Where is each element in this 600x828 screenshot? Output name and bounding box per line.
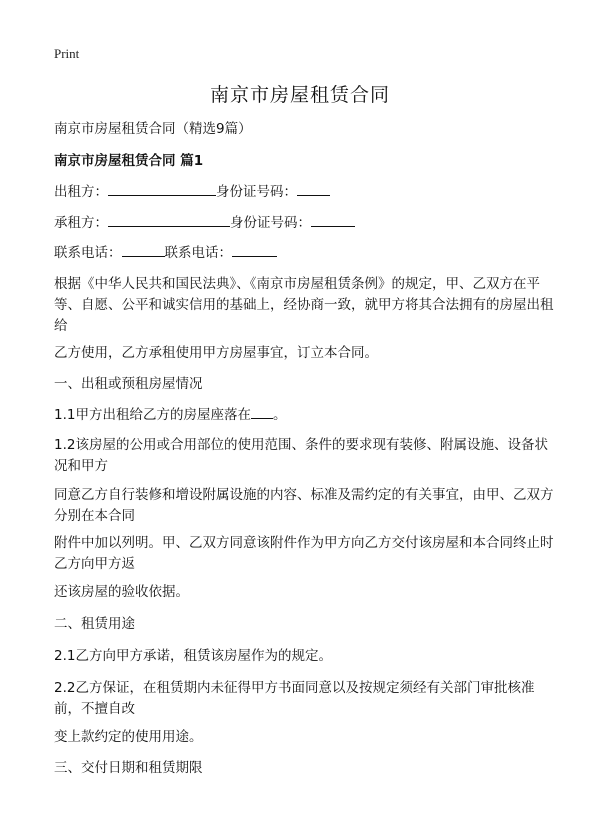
lessor-id-blank xyxy=(297,182,330,196)
section-heading-property: 一、出租或预租房屋情况 xyxy=(54,376,203,392)
lessee-line xyxy=(54,213,554,234)
paragraph-decoration: 同意乙方自行装修和增设附属设施的内容、标准及需约定的有关事宜，由甲、乙双方分别在本合同 xyxy=(54,487,554,524)
section-heading-term: 三、交付日期和租赁期限 xyxy=(54,760,203,776)
lessee-id-label: 身份证号码： xyxy=(230,215,311,231)
phone-label-1: 联系电话： xyxy=(54,245,122,261)
clause-1-2: 1.2该房屋的公用或合用部位的使用范围、条件的要求现有装修、附属设施、设备状况和甲方 xyxy=(54,437,548,474)
lessor-label: 出租方： xyxy=(54,184,108,200)
lessee-blank xyxy=(108,213,230,227)
lessee-id-blank xyxy=(311,213,355,227)
clause-2-2: 2.2乙方保证，在租赁期内未征得甲方书面同意以及按规定须经有关部门审批核准前，不擅自改 xyxy=(54,680,535,717)
clause-1-1 xyxy=(54,405,554,426)
paragraph-intro: 根据《中华人民共和国民法典》、《南京市房屋租赁条例》的规定，甲、乙双方在平等、自愿、公平和诚实信用的基础上，经协商一致，就甲方将其合法拥有的房屋出租给 xyxy=(54,276,554,334)
lessor-blank xyxy=(108,182,216,196)
lessor-line xyxy=(54,182,554,203)
address-blank xyxy=(251,405,273,419)
paragraph-use-change: 变上款约定的使用用途。 xyxy=(54,729,203,745)
print-link[interactable]: Print xyxy=(54,46,80,61)
phone-label-2: 联系电话： xyxy=(164,245,232,261)
lessee-label: 承租方： xyxy=(54,215,108,231)
paragraph-acceptance: 还该房屋的验收依据。 xyxy=(54,584,189,600)
phone-blank-1 xyxy=(122,243,165,257)
lessor-id-label: 身份证号码： xyxy=(216,184,297,200)
section-heading-1: 南京市房屋租赁合同 篇1 xyxy=(54,153,204,169)
clause-1-1-text: 1.1甲方出租给乙方的房屋座落在 xyxy=(54,407,251,423)
clause-1-1-end: 。 xyxy=(272,407,287,423)
clause-2-1: 2.1乙方向甲方承诺，租赁该房屋作为的规定。 xyxy=(54,648,332,664)
section-heading-use: 二、租赁用途 xyxy=(54,616,135,632)
paragraph-attachment: 附件中加以列明。甲、乙双方同意该附件作为甲方向乙方交付该房屋和本合同终止时乙方向甲方返 xyxy=(54,535,554,572)
document-title: 南京市房屋租赁合同 xyxy=(209,84,390,106)
phone-blank-2 xyxy=(232,243,277,257)
phone-line xyxy=(54,243,554,264)
paragraph-purpose: 乙方使用，乙方承租使用甲方房屋事宜，订立本合同。 xyxy=(54,345,378,361)
document-subtitle: 南京市房屋租赁合同（精选9篇） xyxy=(54,121,252,137)
